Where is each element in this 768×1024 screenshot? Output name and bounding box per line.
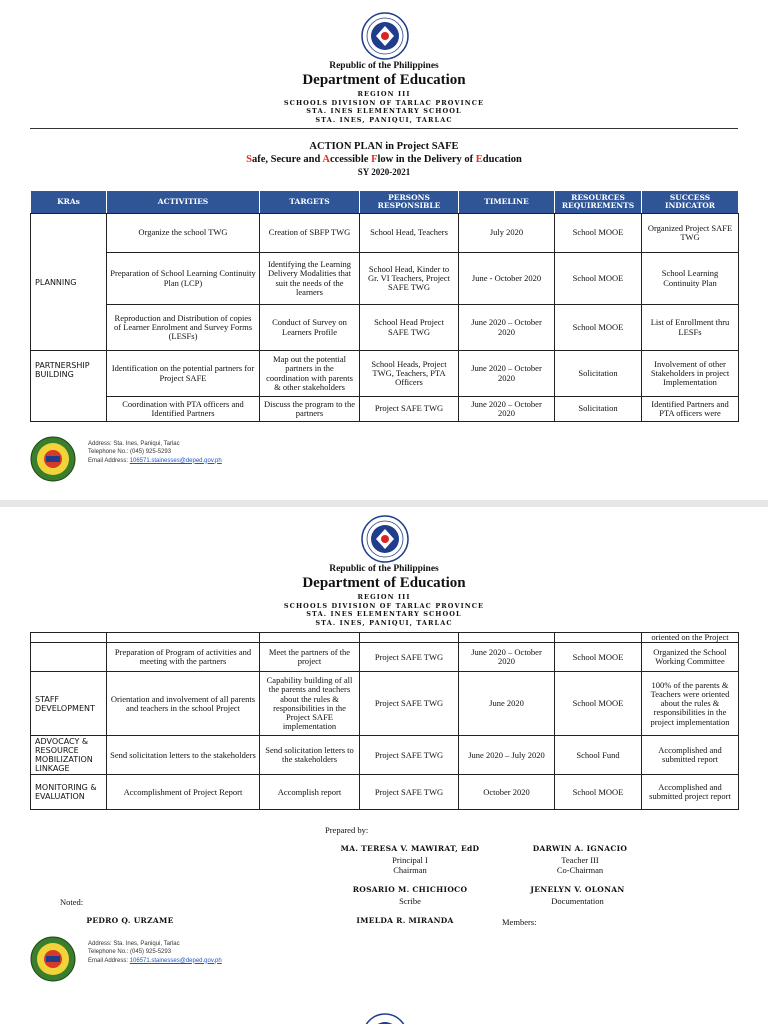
noted-label: Noted: [60, 897, 84, 907]
col-header-persons: PERSONS RESPONSIBLE [360, 191, 459, 214]
school-line: STA. INES ELEMENTARY SCHOOL [306, 610, 462, 618]
activity-cell: Accomplishment of Project Report [107, 775, 260, 810]
kra-cell: STAFF DEVELOPMENT [31, 672, 107, 736]
signatory-role: Principal I [392, 854, 428, 865]
resources-cell: School MOOE [555, 305, 642, 351]
division-line: SCHOOLS DIVISION OF TARLAC PROVINCE [283, 601, 485, 610]
location-line: STA. INES, PANIQUI, TARLAC [315, 115, 453, 124]
target-cell: Meet the partners of the project [260, 643, 360, 672]
header-divider [30, 128, 738, 129]
timeline-cell: June 2020 – October 2020 [459, 351, 555, 397]
signatory-name: MA. TERESA V. MAWIRAT, EdD [340, 844, 480, 853]
footer-address: Address: Sta. Ines, Paniqui, Tarlac [88, 941, 180, 947]
deped-seal-icon [361, 515, 409, 563]
resources-cell: School MOOE [555, 643, 642, 672]
members-label: Members: [502, 917, 537, 927]
signatory-role: Co-Chairman [556, 865, 604, 875]
page1-footer [30, 436, 370, 486]
activity-cell [107, 633, 260, 643]
page-1 [0, 0, 768, 500]
timeline-cell: June 2020 – October 2020 [459, 643, 555, 672]
target-cell: Conduct of Survey on Learners Profile [260, 305, 360, 351]
activity-cell: Orientation and involvement of all parents and teachers in the school Project [107, 672, 260, 736]
signatory-name: ROSARIO M. CHICHIOCO [352, 885, 468, 894]
page-2 [0, 507, 768, 1024]
col-header-timeline: TIMELINE [459, 191, 555, 214]
table-row [31, 775, 739, 810]
persons-cell: School Head, Teachers [360, 214, 459, 253]
signatory-role: Chairman [393, 865, 427, 875]
footer-email-line: Email Address: 106571.stainesses@deped.gov.ph [88, 957, 222, 964]
timeline-cell: June - October 2020 [459, 253, 555, 305]
kra-cell [31, 643, 107, 672]
activity-cell: Preparation of School Learning Continuity Plan (LCP) [107, 253, 260, 305]
table-row [31, 214, 739, 253]
col-header-kras: KRAs [31, 191, 107, 214]
indicator-cell: Accomplished and submitted report [642, 736, 739, 775]
persons-cell: School Head, Kinder to Gr. VI Teachers, Project SAFE TWG [360, 253, 459, 305]
footer-telephone: Telephone No.: (045) 925-5293 [88, 449, 172, 456]
target-cell [260, 633, 360, 643]
page2-footer [30, 936, 370, 986]
persons-cell: Project SAFE TWG [360, 736, 459, 775]
persons-cell: Project SAFE TWG [360, 672, 459, 736]
signatory-role: Documentation [551, 895, 604, 906]
resources-cell: Solicitation [555, 351, 642, 397]
resources-cell: School MOOE [555, 253, 642, 305]
persons-cell: Project SAFE TWG [360, 397, 459, 422]
table-row [31, 253, 739, 305]
footer-contact [88, 440, 222, 465]
persons-cell: School Heads, Project TWG, Teachers, PTA Officers [360, 351, 459, 397]
timeline-cell: June 2020 – July 2020 [459, 736, 555, 775]
persons-cell: School Head Project SAFE TWG [360, 305, 459, 351]
signatory-scribe [340, 885, 480, 906]
school-line: STA. INES ELEMENTARY SCHOOL [306, 107, 462, 115]
activity-cell: Preparation of Program of activities and meeting with the partners [107, 643, 260, 672]
indicator-cell: Organized Project SAFE TWG [642, 214, 739, 253]
target-cell: Discuss the program to the partners [260, 397, 360, 422]
kra-cell [31, 633, 107, 643]
department-title: Department of Education [302, 72, 466, 88]
email-link[interactable]: 106571.stainesses@deped.gov.ph [129, 957, 222, 964]
table-row [31, 305, 739, 351]
resources-cell: School MOOE [555, 214, 642, 253]
timeline-cell: June 2020 – October 2020 [459, 305, 555, 351]
target-cell: Accomplish report [260, 775, 360, 810]
timeline-cell: June 2020 – October 2020 [459, 397, 555, 422]
republic-line: Republic of the Philippines [329, 61, 439, 71]
action-plan-table-page2 [30, 632, 739, 810]
kra-cell: ADVOCACY & RESOURCE MOBILIZATION LINKAGE [31, 736, 107, 775]
republic-line: Republic of the Philippines [329, 564, 439, 574]
prepared-by-label: Prepared by: [325, 825, 369, 835]
target-cell: Capability building of all the parents and teachers about the rules & responsibilities in the Project SAFE implementation [260, 672, 360, 736]
table-header-row [31, 191, 739, 214]
col-header-resources: RESOURCES REQUIREMENTS [555, 191, 642, 214]
persons-cell: Project SAFE TWG [360, 643, 459, 672]
footer-email-line: Email Address: 106571.stainesses@deped.gov.ph [88, 457, 222, 464]
table-row [31, 351, 739, 397]
indicator-cell: Accomplished and submitted project report [642, 775, 739, 810]
plan-subtitle: Safe, Secure and Accessible Flow in the Delivery of Education [246, 154, 522, 165]
col-header-activities: ACTIVITIES [107, 191, 260, 214]
resources-cell: School MOOE [555, 775, 642, 810]
col-header-indicator: SUCCESS INDICATOR [642, 191, 739, 214]
kra-cell: PARTNERSHIP BUILDING [31, 351, 107, 422]
region-line: REGION III [357, 90, 411, 98]
table-row [31, 736, 739, 775]
indicator-cell: Organized the School Working Committee [642, 643, 739, 672]
timeline-cell: June 2020 [459, 672, 555, 736]
kra-cell: MONITORING & EVALUATION [31, 775, 107, 810]
indicator-cell: List of Enrollment thru LESFs [642, 305, 739, 351]
table-row [31, 633, 739, 643]
indicator-cell: School Learning Continuity Plan [642, 253, 739, 305]
timeline-cell [459, 633, 555, 643]
timeline-cell: July 2020 [459, 214, 555, 253]
resources-cell: Solicitation [555, 397, 642, 422]
persons-cell: Project SAFE TWG [360, 775, 459, 810]
signatory-noted [70, 916, 190, 927]
division-line: SCHOOLS DIVISION OF TARLAC PROVINCE [283, 98, 485, 107]
signatory-name: DARWIN A. IGNACIO [532, 844, 628, 853]
signatory-co-chairman [510, 844, 650, 876]
signatory-name: IMELDA R. MIRANDA [356, 916, 454, 925]
deped-seal-icon [362, 1013, 408, 1024]
resources-cell [555, 633, 642, 643]
email-link[interactable]: 106571.stainesses@deped.gov.ph [129, 457, 222, 464]
signatory-role: Teacher III [561, 854, 599, 865]
signatory-name: JENELYN V. OLONAN [530, 885, 625, 894]
timeline-cell: October 2020 [459, 775, 555, 810]
col-header-targets: TARGETS [260, 191, 360, 214]
activity-cell: Coordination with PTA officers and Identified Partners [107, 397, 260, 422]
school-logo-icon [30, 936, 76, 982]
indicator-cell: Involvement of other Stakeholders in project Implementation [642, 351, 739, 397]
target-cell: Creation of SBFP TWG [260, 214, 360, 253]
target-cell: Map out the potential partners in the coordination with parents & other stakeholders [260, 351, 360, 397]
activity-cell: Reproduction and Distribution of copies of Learner Enrolment and Survey Forms (LESFs) [107, 305, 260, 351]
activity-cell: Organize the school TWG [107, 214, 260, 253]
resources-cell: School MOOE [555, 672, 642, 736]
school-year: SY 2020-2021 [357, 167, 411, 177]
footer-contact [88, 940, 222, 965]
school-logo-icon [30, 436, 76, 482]
indicator-cell: 100% of the parents & Teachers were oriented about the rules & responsibilities in the project implementation [642, 672, 739, 736]
signatory-name: PEDRO Q. URZAME [86, 916, 174, 925]
table-row [31, 643, 739, 672]
footer-address: Address: Sta. Ines, Paniqui, Tarlac [88, 441, 180, 447]
target-cell: Identifying the Learning Delivery Modalities that suit the needs of the learners [260, 253, 360, 305]
location-line: STA. INES, PANIQUI, TARLAC [315, 618, 453, 627]
indicator-cell: oriented on the Project [642, 633, 739, 643]
activity-cell: Identification on the potential partners for Project SAFE [107, 351, 260, 397]
resources-cell: School Fund [555, 736, 642, 775]
department-title: Department of Education [302, 575, 466, 591]
table-row [31, 672, 739, 736]
target-cell: Send solicitation letters to the stakeholders [260, 736, 360, 775]
signatory-member [345, 916, 465, 927]
signatory-chairman [340, 844, 480, 876]
signatory-role: Scribe [399, 895, 421, 906]
page-gap [0, 500, 768, 507]
indicator-cell: Identified Partners and PTA officers were [642, 397, 739, 422]
kra-cell: PLANNING [31, 214, 107, 351]
region-line: REGION III [357, 593, 411, 601]
signatory-documentation [505, 885, 650, 906]
persons-cell [360, 633, 459, 643]
plan-title: ACTION PLAN in Project SAFE [309, 141, 459, 152]
deped-seal-icon [361, 12, 409, 60]
footer-telephone: Telephone No.: (045) 925-5293 [88, 949, 172, 956]
action-plan-table-page1 [30, 190, 739, 422]
table-row [31, 397, 739, 422]
activity-cell: Send solicitation letters to the stakeholders [107, 736, 260, 775]
